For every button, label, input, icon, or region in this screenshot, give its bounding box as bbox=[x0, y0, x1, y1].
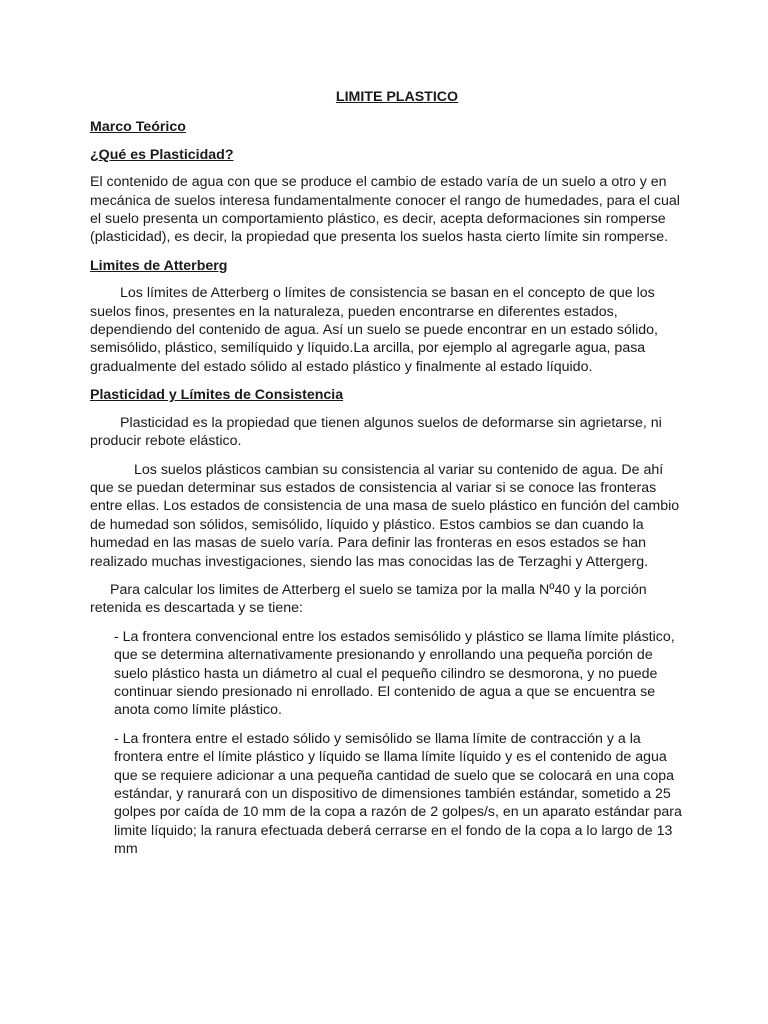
paragraph-suelos-plasticos: Los suelos plásticos cambian su consistencia al variar su contenido de agua. De ahí que se puedan determinar sus estados de consistencia al variar si se conoce las fronteras entre ellas. Los estados de consistencia de una masa de suelo plástico en función del cambio de humedad son sólidos, semisólido, líquido y plástico. Estos cambios se dan cuando la humedad en las masas de suelo varía. Para definir las fronteras en esos estados se han realizado muchas investigaciones, siendo las mas conocidas las de Terzaghi y Attergerg. bbox=[90, 461, 680, 570]
list-item-limite-contraccion-liquido: - La frontera entre el estado sólido y semisólido se llama límite de contracción y a la frontera entre el límite plástico y líquido se llama límite líquido y es el contenido de agua que se requiere adicionar a una pequeña cantidad de suelo que se colocará en una copa estándar, y ranurará con un dispositivo de dimensiones también estándar, sometido a 25 golpes por caída de 10 mm de la copa a razón de 2 golpes/s, en un aparato estándar para limite líquido; la ranura efectuada deberá cerrarse en el fondo de la copa a lo largo de 13 mm bbox=[114, 730, 682, 858]
paragraph-plasticidad-definicion: Plasticidad es la propiedad que tienen algunos suelos de deformarse sin agrietarse, ni producir rebote elástico. bbox=[90, 414, 662, 450]
paragraph-limites-atterberg: Los límites de Atterberg o límites de consistencia se basan en el concepto de que los suelos finos, presentes en la naturaleza, pueden encontrarse en diferentes estados, dependiendo del contenido de agua. Así un suelo se puede encontrar en un estado sólido, semisólido, plástico, semilíquido y líquido.La arcilla, por ejemplo al agregarle agua, pasa gradualmente del estado sólido al estado plástico y finalmente al estado líquido. bbox=[90, 285, 658, 375]
section-heading-limites-atterberg: Limites de Atterberg bbox=[90, 257, 228, 274]
section-heading-que-es-plasticidad: ¿Qué es Plasticidad? bbox=[90, 146, 234, 163]
list-item-limite-plastico: - La frontera convencional entre los estados semisólido y plástico se llama límite plástico, que se determina alternativamente presionando y enrollando una pequeña porción de suelo plástico hasta un diámetro al cual el pequeño cilindro se desmorona, y no puede continuar siendo presionado ni enrollado. El contenido de agua a que se encuentra se anota como límite plástico. bbox=[114, 628, 675, 719]
paragraph-calcular-limites: Para calcular los limites de Atterberg el suelo se tamiza por la malla Nº40 y la porción retenida es descartada y se tiene: bbox=[90, 581, 647, 617]
paragraph-contenido-agua: El contenido de agua con que se produce el cambio de estado varía de un suelo a otro y en mecánica de suelos interesa fundamentalmente conocer el rango de humedades, para el cual el suelo presenta un comportamiento plástico, es decir, acepta deformaciones sin romperse (plasticidad), es decir, la propiedad que presenta los suelos hasta cierto límite sin romperse. bbox=[90, 174, 680, 246]
document-title: LIMITE PLASTICO bbox=[335, 89, 459, 105]
section-heading-plasticidad-limites: Plasticidad y Límites de Consistencia bbox=[90, 387, 344, 404]
section-heading-marco-teorico: Marco Teórico bbox=[90, 119, 186, 136]
limits-list bbox=[90, 628, 690, 859]
document-content bbox=[90, 88, 690, 869]
